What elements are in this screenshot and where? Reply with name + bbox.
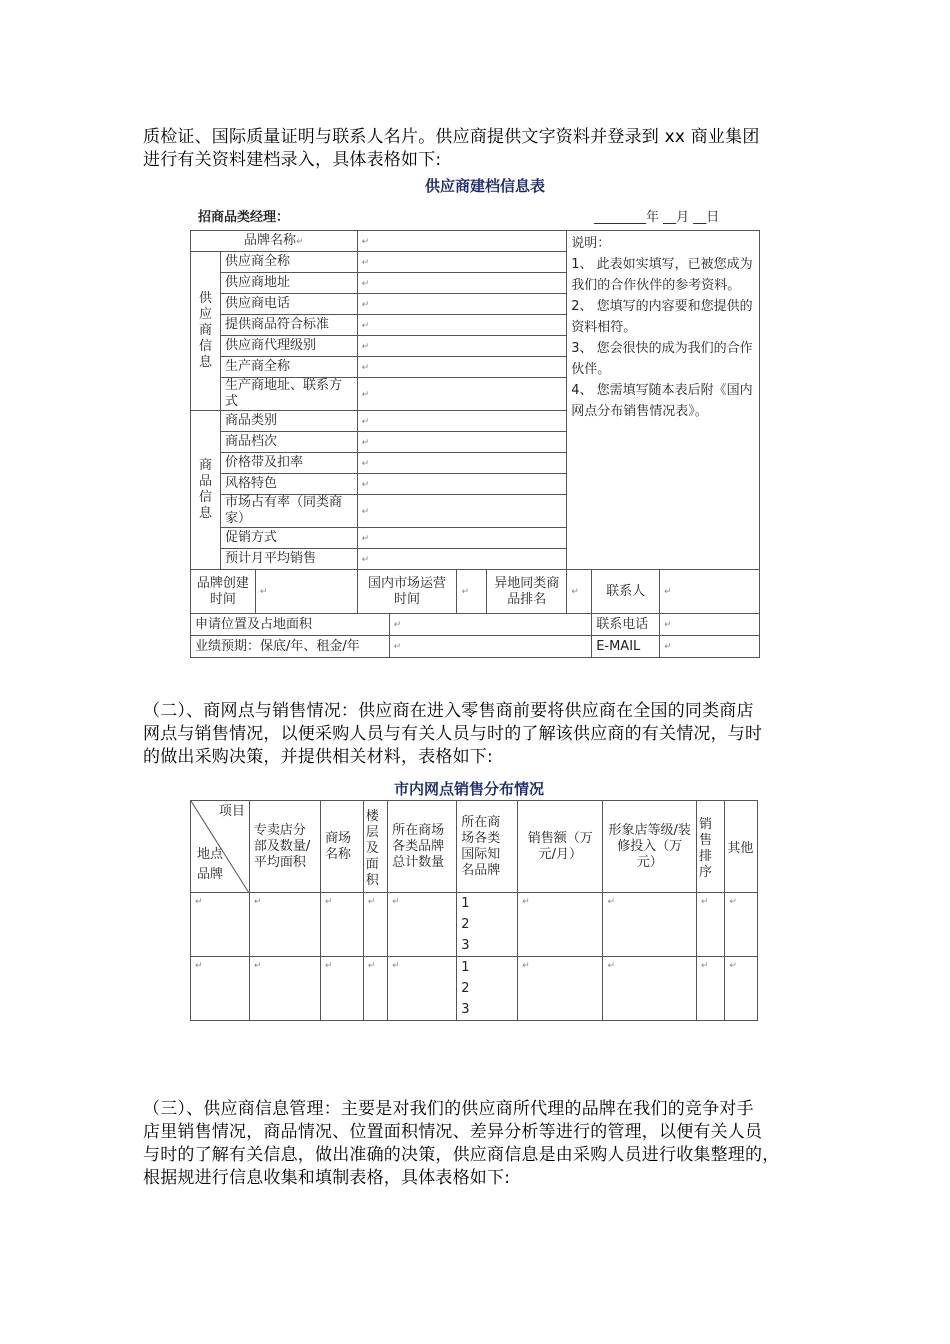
data-cell[interactable]: ↵ [249, 893, 320, 957]
supplier-row-label: 供应商代理级别 [220, 336, 357, 357]
brand-name-label: 品牌名称↵ [191, 231, 358, 252]
location-area-label: 申请位置及占地面积 [191, 614, 390, 636]
sales-distribution-table [190, 800, 758, 1021]
header-cell: 专卖店分部及数量/平均面积 [249, 801, 320, 893]
product-row-value[interactable]: ↵ [357, 411, 567, 432]
section3-paragraph [143, 1098, 813, 1190]
header-cell: 所在商场各类国际知名品牌 [457, 801, 518, 893]
product-row-value[interactable]: ↵ [357, 528, 567, 549]
product-row-label: 市场占有率（同类商家） [220, 495, 357, 528]
section3-line-2: 店里销售情况，商品情况、位置面积情况、差异分析等进行的管理，以便有关人员 [143, 1122, 763, 1142]
header-cell: 所在商场各类品牌总计数量 [388, 801, 457, 893]
product-row-label: 商品类别 [220, 411, 357, 432]
rank-item: 1 [461, 896, 470, 911]
section2-line-2: 网点与销售情况，以便采购人员与有关人员与时的了解该供应商的有关情况，与时 [143, 724, 763, 744]
corner-place-label: 地点 [197, 847, 224, 862]
section2-line-3: 的做出采购决策，并提供相关材料，表格如下: [143, 747, 493, 767]
rank-list-cell[interactable] [457, 893, 518, 957]
intro-line-1: 质检证、国际质量证明与联系人名片。供应商提供文字资料并登录到 xx 商业集团 [143, 127, 760, 147]
supplier-row-label: 供应商全称 [220, 252, 357, 273]
rank-list-cell[interactable] [457, 957, 518, 1021]
product-row-value[interactable]: ↵ [357, 474, 567, 495]
corner-cell [191, 801, 250, 893]
email-value[interactable]: ↵ [660, 636, 760, 658]
corner-brand-label: 品牌 [197, 867, 224, 882]
data-cell[interactable]: ↵ [249, 957, 320, 1021]
intro-paragraph [143, 126, 813, 172]
data-cell[interactable]: ↵ [321, 957, 364, 1021]
supplier-row-value[interactable]: ↵ [357, 336, 567, 357]
header-cell: 商场名称 [321, 801, 364, 893]
note-3: 3、 您会很快的成为我们的合作伙伴。 [571, 341, 753, 377]
data-cell[interactable]: ↵ [603, 893, 696, 957]
table2-title: 市内网点销售分布情况 [394, 780, 545, 798]
supplier-row-value[interactable]: ↵ [357, 378, 567, 411]
product-row-label: 商品档次 [220, 432, 357, 453]
product-info-group-label: 商品信息 [191, 411, 221, 570]
data-cell[interactable]: ↵ [321, 893, 364, 957]
data-cell[interactable]: ↵ [191, 893, 250, 957]
date-label: ________年 __月 __日 [594, 210, 720, 225]
location-area-value[interactable]: ↵ [389, 614, 592, 636]
section3-line-4: 根据规进行信息收集和填制表格，具体表格如下: [143, 1168, 511, 1188]
data-cell[interactable]: ↵ [603, 957, 696, 1021]
table1-title: 供应商建档信息表 [425, 177, 546, 195]
supplier-row-label: 提供商品符合标准 [220, 315, 357, 336]
supplier-row-value[interactable]: ↵ [357, 252, 567, 273]
data-cell[interactable]: ↵ [191, 957, 250, 1021]
note-2: 2、 您填写的内容要和您提供的资料相符。 [571, 299, 753, 335]
data-cell[interactable]: ↵ [388, 957, 457, 1021]
data-cell[interactable]: ↵ [696, 893, 724, 957]
section3-line-3: 与时的了解有关信息，做出准确的决策，供应商信息是由采购人员进行收集整理的， [143, 1145, 780, 1165]
header-cell: 销售排序 [696, 801, 724, 893]
header-cell: 其他 [725, 801, 758, 893]
notes-cell [567, 231, 760, 570]
supplier-row-value[interactable]: ↵ [357, 273, 567, 294]
rank-item: 3 [461, 938, 470, 953]
remote-rank-value[interactable]: ↵ [567, 570, 592, 614]
product-row-value[interactable]: ↵ [357, 495, 567, 528]
manager-label: 招商品类经理： [198, 210, 290, 225]
supplier-row-label: 生产商地址、联系方式 [220, 378, 357, 411]
data-cell[interactable]: ↵ [725, 957, 758, 1021]
contact-value[interactable]: ↵ [660, 570, 760, 614]
section2-line-1: （二）、商网点与销售情况：供应商在进入零售商前要将供应商在全国的同类商店 [143, 701, 754, 721]
contact-phone-value[interactable]: ↵ [660, 614, 760, 636]
product-row-value[interactable]: ↵ [357, 432, 567, 453]
table-row [191, 893, 758, 957]
supplier-row-value[interactable]: ↵ [357, 294, 567, 315]
data-cell[interactable]: ↵ [363, 957, 387, 1021]
email-label: E-MAIL [592, 636, 660, 658]
data-cell[interactable]: ↵ [696, 957, 724, 1021]
contact-phone-label: 联系电话 [592, 614, 660, 636]
rank-item: 3 [461, 1002, 470, 1017]
brand-time-value[interactable]: ↵ [255, 570, 357, 614]
product-row-label: 风格特色 [220, 474, 357, 495]
supplier-row-label: 供应商电话 [220, 294, 357, 315]
product-row-label: 价格带及扣率 [220, 453, 357, 474]
rank-item: 2 [461, 917, 470, 932]
rank-item: 2 [461, 981, 470, 996]
corner-item-label: 项目 [218, 804, 245, 819]
notes-title: 说明： [571, 236, 611, 251]
note-4: 4、 您需填写随本表后附《国内网点分布销售情况表》。 [571, 383, 753, 419]
supplier-row-label: 生产商全称 [220, 357, 357, 378]
supplier-row-label: 供应商地址 [220, 273, 357, 294]
domestic-time-value[interactable]: ↵ [457, 570, 487, 614]
section2-paragraph [143, 700, 813, 769]
performance-label: 业绩预期：保底/年、租金/年 [191, 636, 390, 658]
rank-item: 1 [461, 960, 470, 975]
header-cell: 形象店等级/装修投入（万元） [603, 801, 696, 893]
table-row [191, 957, 758, 1021]
data-cell[interactable]: ↵ [725, 893, 758, 957]
data-cell[interactable]: ↵ [518, 957, 603, 1021]
data-cell[interactable]: ↵ [363, 893, 387, 957]
supplier-archive-table [190, 230, 760, 658]
supplier-row-value[interactable]: ↵ [357, 315, 567, 336]
product-row-label: 预计月平均销售 [220, 549, 357, 570]
supplier-info-group-label: 供应商信息 [191, 252, 221, 411]
data-cell[interactable]: ↵ [518, 893, 603, 957]
product-row-label: 促销方式 [220, 528, 357, 549]
brand-time-label: 品牌创建时间 [191, 570, 256, 614]
header-cell: 楼层及面积 [363, 801, 387, 893]
domestic-time-label: 国内市场运营时间 [357, 570, 457, 614]
product-row-value[interactable]: ↵ [357, 549, 567, 570]
remote-rank-label: 异地同类商品排名 [487, 570, 567, 614]
contact-label: 联系人 [592, 570, 660, 614]
header-cell: 销售额（万元/月） [518, 801, 603, 893]
note-1: 1、 此表如实填写，已被您成为我们的合作伙伴的参考资料。 [571, 257, 753, 293]
product-row-value[interactable]: ↵ [357, 453, 567, 474]
supplier-row-value[interactable]: ↵ [357, 357, 567, 378]
data-cell[interactable]: ↵ [388, 893, 457, 957]
brand-name-value[interactable]: ↵ [357, 231, 567, 252]
intro-line-2: 进行有关资料建档录入，具体表格如下: [143, 150, 442, 170]
section3-line-1: （三）、供应商信息管理：主要是对我们的供应商所代理的品牌在我们的竞争对手 [143, 1099, 754, 1119]
performance-value[interactable]: ↵ [389, 636, 592, 658]
